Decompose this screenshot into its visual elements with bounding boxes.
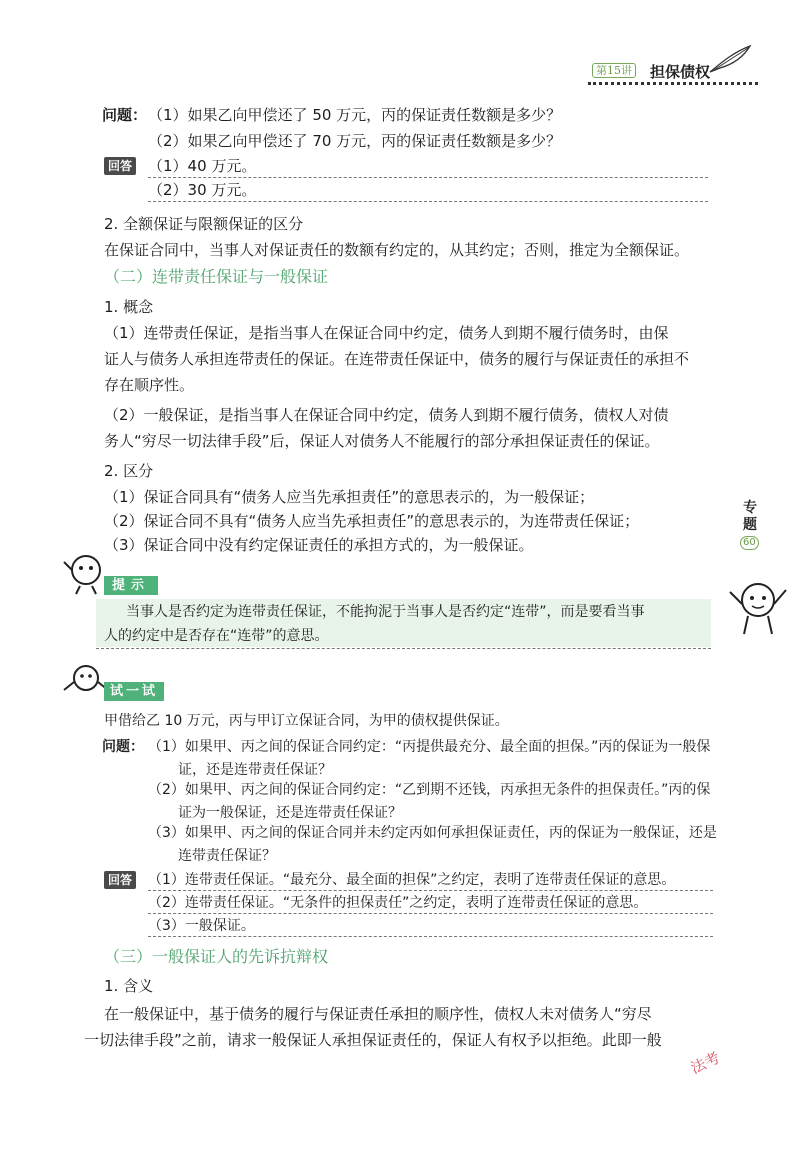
chapter-badge: 第15讲 bbox=[592, 63, 636, 78]
tip-label: 提示 bbox=[104, 576, 158, 595]
cartoon-mascot-icon bbox=[62, 548, 110, 596]
publisher-stamp: 法考 bbox=[687, 1048, 723, 1078]
side-tab-number: 60 bbox=[740, 536, 759, 550]
question-item: （3）如果甲、丙之间的保证合同并未约定丙如何承担保证责任，丙的保证为一般保证，还是 bbox=[148, 825, 717, 841]
subheading: 1. 概念 bbox=[104, 298, 154, 316]
tip-line: 当事人是否约定为连带责任保证，不能拘泥于当事人是否约定“连带”，而是要看当事 bbox=[126, 604, 645, 620]
section-title: （三）一般保证人的先诉抗辩权 bbox=[104, 947, 329, 966]
paragraph-line: 证人与债务人承担连带责任的保证。在连带责任保证中，债务的履行与保证责任的承担不 bbox=[104, 350, 690, 368]
list-item: （3）保证合同中没有约定保证责任的承担方式的，为一般保证。 bbox=[104, 536, 534, 554]
paragraph-line: （1）连带责任保证，是指当事人在保证合同中约定，债务人到期不履行债务时，由保 bbox=[104, 324, 669, 342]
side-tab bbox=[738, 500, 762, 534]
try-label: 试一试 bbox=[104, 682, 164, 701]
answer-item: （3）一般保证。 bbox=[148, 918, 255, 934]
answer-item: （2）连带责任保证。“无条件的担保责任”之约定，表明了连带责任保证的意思。 bbox=[148, 895, 648, 911]
side-tab-char: 题 bbox=[743, 517, 757, 533]
subheading: 2. 全额保证与限额保证的区分 bbox=[104, 215, 304, 233]
header-divider bbox=[588, 82, 758, 85]
question-label: 问题： bbox=[102, 106, 148, 124]
dashed-rule bbox=[96, 648, 711, 649]
question-label: 问题： bbox=[102, 739, 144, 755]
tip-line: 人的约定中是否存在“连带”的意思。 bbox=[104, 628, 329, 644]
section-title: （二）连带责任保证与一般保证 bbox=[104, 267, 329, 286]
question-item: （2）如果乙向甲偿还了 70 万元，丙的保证责任数额是多少？ bbox=[148, 132, 562, 150]
question-item: （1）如果甲、丙之间的保证合同约定：“丙提供最充分、最全面的担保。”丙的保证为一般保 bbox=[148, 739, 711, 755]
paragraph-line: 一切法律手段”之前，请求一般保证人承担保证责任的，保证人有权予以拒绝。此即一般 bbox=[84, 1031, 662, 1049]
list-item: （2）保证合同不具有“债务人应当先承担责任”的意思表示的，为连带责任保证； bbox=[104, 512, 640, 530]
trial-intro: 甲借给乙 10 万元，丙与甲订立保证合同，为甲的债权提供保证。 bbox=[104, 713, 509, 729]
paragraph-line: 务人“穷尽一切法律手段”后，保证人对债务人不能履行的部分承担保证责任的保证。 bbox=[104, 432, 660, 450]
paragraph-line: （2）一般保证，是指当事人在保证合同中约定，债务人到期不履行债务，债权人对债 bbox=[104, 406, 669, 424]
dashed-rule bbox=[148, 936, 713, 937]
answer-tag: 回答 bbox=[104, 871, 136, 889]
paragraph: 在保证合同中，当事人对保证责任的数额有约定的，从其约定；否则，推定为全额保证。 bbox=[104, 241, 690, 259]
answer-item: （2）30 万元。 bbox=[148, 181, 257, 199]
question-item: 证，还是连带责任保证？ bbox=[178, 762, 332, 778]
feather-icon bbox=[708, 44, 752, 74]
dashed-rule bbox=[148, 890, 713, 891]
paragraph-line: 存在顺序性。 bbox=[104, 376, 195, 394]
subheading: 2. 区分 bbox=[104, 462, 154, 480]
question-item: 连带责任保证？ bbox=[178, 848, 276, 864]
answer-item: （1）40 万元。 bbox=[148, 157, 257, 175]
dashed-rule bbox=[148, 177, 708, 178]
cartoon-mascot-icon bbox=[62, 660, 110, 700]
question-item: （1）如果乙向甲偿还了 50 万元，丙的保证责任数额是多少？ bbox=[148, 106, 562, 124]
subheading: 1. 含义 bbox=[104, 977, 154, 995]
list-item: （1）保证合同具有“债务人应当先承担责任”的意思表示的，为一般保证； bbox=[104, 488, 595, 506]
cartoon-mascot-icon bbox=[726, 574, 790, 638]
chapter-title: 担保债权 bbox=[650, 63, 711, 81]
dashed-rule bbox=[148, 913, 713, 914]
question-item: （2）如果甲、丙之间的保证合同约定：“乙到期不还钱，丙承担无条件的担保责任。”丙的保 bbox=[148, 782, 711, 798]
side-tab-char: 专 bbox=[743, 500, 757, 516]
answer-tag: 回答 bbox=[104, 157, 136, 175]
question-item: 证为一般保证，还是连带责任保证？ bbox=[178, 805, 402, 821]
dashed-rule bbox=[148, 201, 708, 202]
paragraph-line: 在一般保证中，基于债务的履行与保证责任承担的顺序性，债权人未对债务人“穷尽 bbox=[104, 1005, 652, 1023]
answer-item: （1）连带责任保证。“最充分、最全面的担保”之约定，表明了连带责任保证的意思。 bbox=[148, 872, 676, 888]
